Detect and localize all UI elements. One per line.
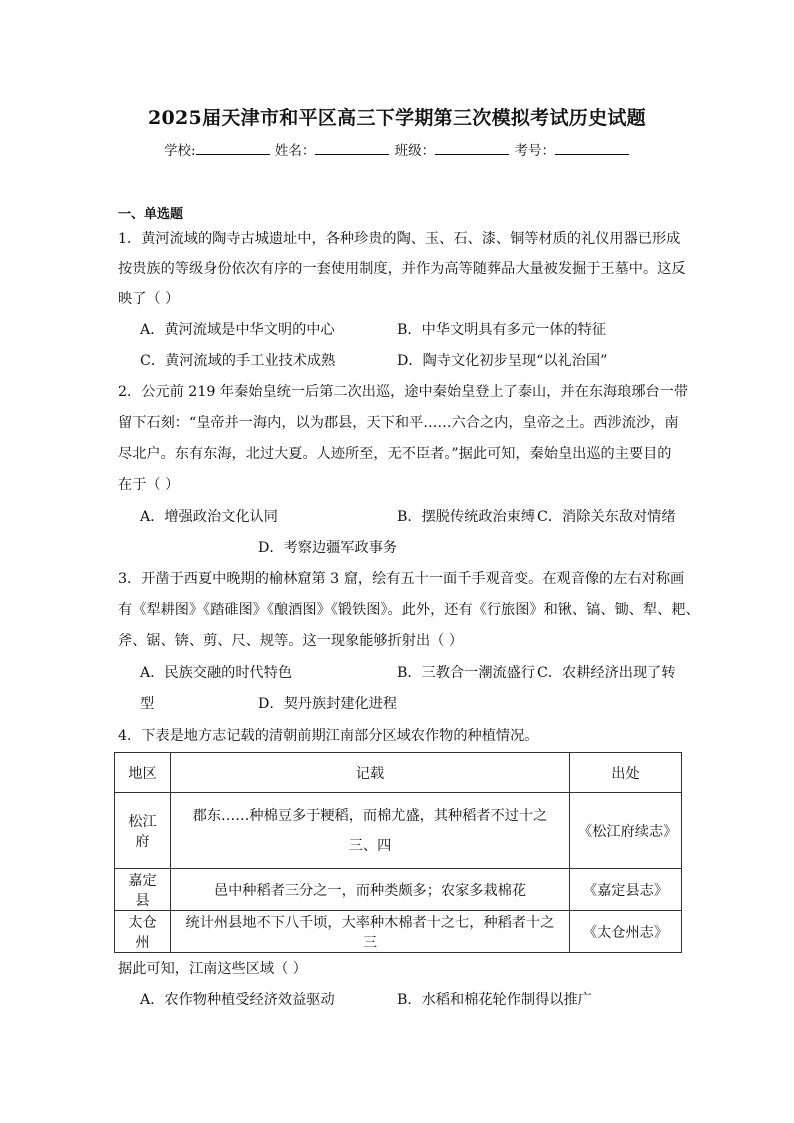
table-cell-record: 郡东……种棉豆多于粳稻，而棉尤盛，其种稻者不过十之三、四 [171, 793, 570, 869]
table-row [115, 911, 682, 953]
table-cell-source: 《松江府续志》 [570, 793, 682, 869]
table-header-cell: 出处 [570, 753, 682, 793]
q2-option-d[interactable]: D．考察边疆军政事务 [258, 540, 398, 556]
table-cell-record: 邑中种稻者三分之一，而种类颇多；农家多栽棉花 [171, 869, 570, 911]
q1-option-b[interactable]: B．中华文明具有多元一体的特征 [397, 322, 607, 338]
question-1-line: 按贵族的等级身份依次有序的一套使用制度，并作为高等随葬品大量被发掘于王墓中。这反 [118, 261, 686, 277]
table-cell-source: 《嘉定县志》 [570, 869, 682, 911]
question-2-line: 在于（ ） [118, 477, 180, 493]
question-3-line: 斧、锯、锛、剪、尺、规等。这一现象能够折射出（ ） [118, 633, 464, 649]
table-row [115, 869, 682, 911]
question-4-stem: 据此可知，江南这些区域（ ） [118, 961, 307, 977]
table-cell-record: 统计州县地不下八千顷，大率种木棉者十之七，种稻者十之三 [171, 911, 570, 953]
q2-option-c[interactable]: C．消除关东敌对情绪 [537, 509, 676, 525]
class-blank [435, 142, 509, 155]
table-cell-region: 嘉定县 [115, 869, 171, 911]
exam-no-label: 考号： [514, 143, 555, 159]
q1-option-d[interactable]: D．陶寺文化初步呈现“以礼治国” [397, 353, 608, 369]
q3-option-c[interactable]: C．农耕经济出现了转 [537, 665, 676, 681]
q3-option-a[interactable]: A．民族交融的时代特色 [140, 665, 293, 681]
name-label: 姓名： [274, 143, 316, 159]
table-row [115, 793, 682, 869]
q4-option-b[interactable]: B．水稻和棉花轮作制得以推广 [397, 992, 592, 1008]
q3-option-c-continued: 型 [140, 696, 155, 712]
question-1-line: 映了（ ） [118, 291, 180, 307]
question-2-line: 尽北户。东有东海，北过大夏。人迹所至，无不臣者。”据此可知，秦始皇出巡的主要目的 [118, 446, 672, 462]
table-cell-source: 《太仓州志》 [570, 911, 682, 953]
table-header-row [115, 753, 682, 793]
page-title: 2025届天津市和平区高三下学期第三次模拟考试历史试题 [148, 107, 646, 129]
q4-option-a[interactable]: A．农作物种植受经济效益驱动 [140, 992, 335, 1008]
table-cell-region: 太仓州 [115, 911, 171, 953]
student-info-row [0, 139, 794, 159]
q3-option-b[interactable]: B．三教合一潮流盛行 [397, 665, 536, 681]
question-1-line: 1．黄河流域的陶寺古城遗址中，各种珍贵的陶、玉、石、漆、铜等材质的礼仪用器已形成 [118, 231, 681, 247]
name-blank [315, 142, 389, 155]
q2-option-b[interactable]: B．摆脱传统政治束缚 [397, 509, 536, 525]
question-3-line: 3．开凿于西夏中晚期的榆林窟第 3 窟，绘有五十一面千手观音变。在观音像的左右对称画 [118, 571, 685, 587]
question-2-line: 2．公元前 219 年秦始皇统一后第二次出巡，途中秦始皇登上了泰山，并在东海琅琊台一带 [118, 384, 689, 400]
school-blank [196, 142, 270, 155]
q1-option-c[interactable]: C．黄河流域的手工业技术成熟 [140, 353, 336, 369]
school-label: 学校: [164, 143, 196, 159]
table-cell-region: 松江府 [115, 793, 171, 869]
table-header-cell: 地区 [115, 753, 171, 793]
class-label: 班级： [394, 143, 436, 159]
table-header-cell: 记载 [171, 753, 570, 793]
q3-option-d[interactable]: D．契丹族封建化进程 [258, 696, 398, 712]
section-heading: 一、单选题 [118, 207, 184, 222]
q1-option-a[interactable]: A．黄河流域是中华文明的中心 [140, 322, 335, 338]
question-2-line: 留下石刻：“皇帝并一海内，以为郡县，天下和平……六合之内，皇帝之土。西涉流沙，南 [118, 415, 679, 431]
q2-option-a[interactable]: A．增强政治文化认同 [140, 509, 278, 525]
question-4-intro: 4．下表是地方志记载的清朝前期江南部分区域农作物的种植情况。 [118, 728, 539, 744]
crop-record-table [114, 752, 682, 953]
exam-no-blank [555, 142, 629, 155]
question-3-line: 有《犁耕图》《踏碓图》《酿酒图》《锻铁图》。此外，还有《行旅图》和锹、镐、锄、犁、耙、 [118, 602, 700, 618]
